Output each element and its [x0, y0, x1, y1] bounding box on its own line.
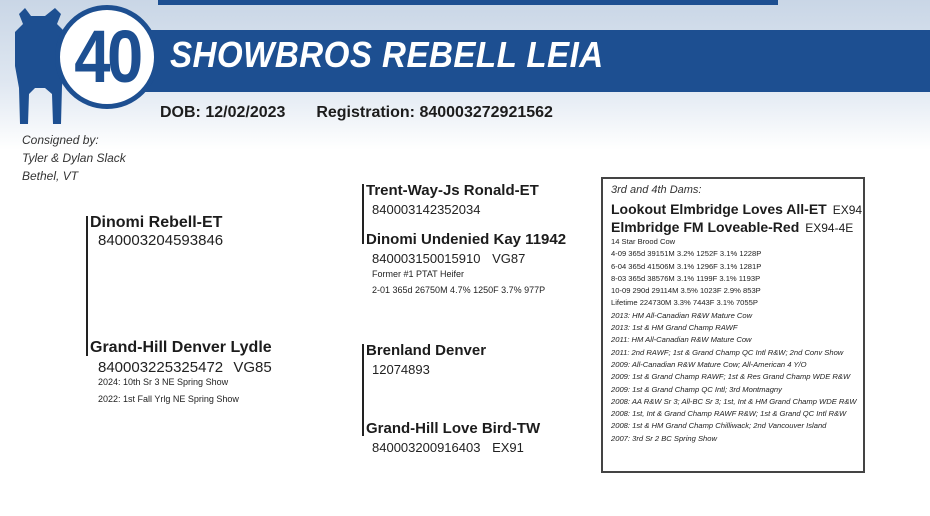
sire-sire-reg: 840003142352034	[372, 202, 481, 217]
registration-label: Registration:	[316, 104, 415, 121]
dam-dam-classification: EX91	[492, 440, 524, 455]
sire-dam-connector	[86, 216, 88, 356]
dam-sire-reg: 12074893	[372, 362, 430, 377]
dam-dam-reg: 840003200916403	[372, 440, 481, 455]
show-line: 2008: 1st, Int & Grand Champ RAWF R&W; 1st & Grand QC Intl R&W	[611, 409, 847, 419]
sire-dam-note: Former #1 PTAT Heifer	[372, 269, 465, 279]
dam-dam-name: Grand-Hill Love Bird-TW	[366, 420, 541, 437]
sire-sire	[366, 182, 539, 217]
consigner-label: Consigned by:	[22, 133, 99, 147]
dam-sire	[366, 342, 486, 377]
third-dam	[611, 201, 863, 217]
show-line: 2009: 1st & Grand Champ RAWF; 1st & Res Grand Champ WDE R&W	[611, 372, 851, 382]
dams-box-title: 3rd and 4th Dams:	[611, 184, 702, 196]
sire	[90, 214, 223, 249]
dam-note: 2024: 10th Sr 3 NE Spring Show	[98, 377, 229, 387]
sire-sire-name: Trent-Way-Js Ronald-ET	[366, 182, 539, 199]
registration-value: 840003272921562	[419, 104, 553, 121]
dam-name: Grand-Hill Denver Lydle	[90, 339, 272, 356]
fourth-dam-classification: EX94-4E	[805, 221, 854, 235]
dam-parents-connector	[362, 344, 364, 436]
show-line: 2009: All-Canadian R&W Mature Cow; All-American 4 Y/O	[611, 359, 807, 369]
record-line: Lifetime 224730M 3.3% 7443F 3.1% 7055P	[611, 298, 758, 308]
sire-reg: 840003204593846	[98, 232, 224, 249]
record-line: 4-09 365d 39151M 3.2% 1252F 3.1% 1228P	[611, 249, 762, 259]
show-line: 2013: HM All-Canadian R&W Mature Cow	[611, 310, 753, 320]
dam	[90, 339, 272, 406]
lot-name: SHOWBROS REBELL LEIA	[170, 34, 604, 75]
show-line: 2011: HM All-Canadian R&W Mature Cow	[611, 335, 752, 345]
fourth-dam-name: Elmbridge FM Loveable-Red	[611, 219, 800, 235]
show-line: 2011: 2nd RAWF; 1st & Grand Champ QC Intl R&W; 2nd Conv Show	[611, 347, 844, 357]
sire-name: Dinomi Rebell-ET	[90, 214, 223, 231]
show-line: 2008: AA R&W Sr 3; All-BC Sr 3; 1st, Int & HM Grand Champ WDE R&W	[611, 396, 857, 406]
dam-classification: VG85	[233, 359, 272, 376]
show-line: 2008: 1st & HM Grand Champ Chilliwack; 2nd Vancouver Island	[611, 421, 827, 431]
top-strip	[158, 0, 778, 5]
sire-parents-connector	[362, 184, 364, 244]
dam-reg: 840003225325472	[98, 359, 224, 376]
dam-reg-line	[98, 359, 272, 376]
third-fourth-dams-box	[601, 177, 865, 473]
record-line: 8-03 365d 38576M 3.1% 1199F 3.1% 1193P	[611, 273, 761, 283]
sire-dam-reg: 840003150015910	[372, 251, 481, 266]
record-line: 6-04 365d 41506M 3.1% 1296F 3.1% 1281P	[611, 261, 762, 271]
consigner-names: Tyler & Dylan Slack	[22, 151, 126, 165]
sire-dam	[366, 231, 566, 297]
record-line: 14 Star Brood Cow	[611, 237, 676, 246]
dam-dam-reg-line	[372, 440, 540, 455]
dob-registration-line	[160, 104, 553, 122]
consigner-location: Bethel, VT	[22, 169, 79, 183]
show-line: 2013: 1st & HM Grand Champ RAWF	[611, 323, 738, 333]
dob-value: 12/02/2023	[205, 104, 286, 121]
third-dam-classification: EX94	[832, 203, 863, 217]
record-line: 10-09 290d 29114M 3.5% 1023F 2.9% 853P	[611, 286, 761, 296]
sire-dam-reg-line	[372, 251, 566, 266]
sire-dam-note: 2-01 365d 26750M 4.7% 1250F 3.7% 977P	[372, 285, 546, 295]
dob-label: DOB:	[160, 104, 201, 121]
dam-sire-name: Brenland Denver	[366, 342, 487, 359]
dam-note: 2022: 1st Fall Yrlg NE Spring Show	[98, 394, 239, 404]
third-dam-name: Lookout Elmbridge Loves All-ET	[611, 201, 827, 217]
show-line: 2007: 3rd Sr 2 BC Spring Show	[611, 433, 717, 443]
lot-number: 40	[74, 15, 140, 98]
consigner-info	[22, 131, 126, 185]
sire-dam-classification: VG87	[492, 251, 526, 266]
fourth-dam	[611, 219, 855, 235]
show-line: 2009: 1st & Grand Champ QC Intl; 3rd Montmagny	[611, 384, 782, 394]
dam-dam	[366, 420, 540, 455]
sire-dam-name: Dinomi Undenied Kay 11942	[366, 231, 567, 248]
